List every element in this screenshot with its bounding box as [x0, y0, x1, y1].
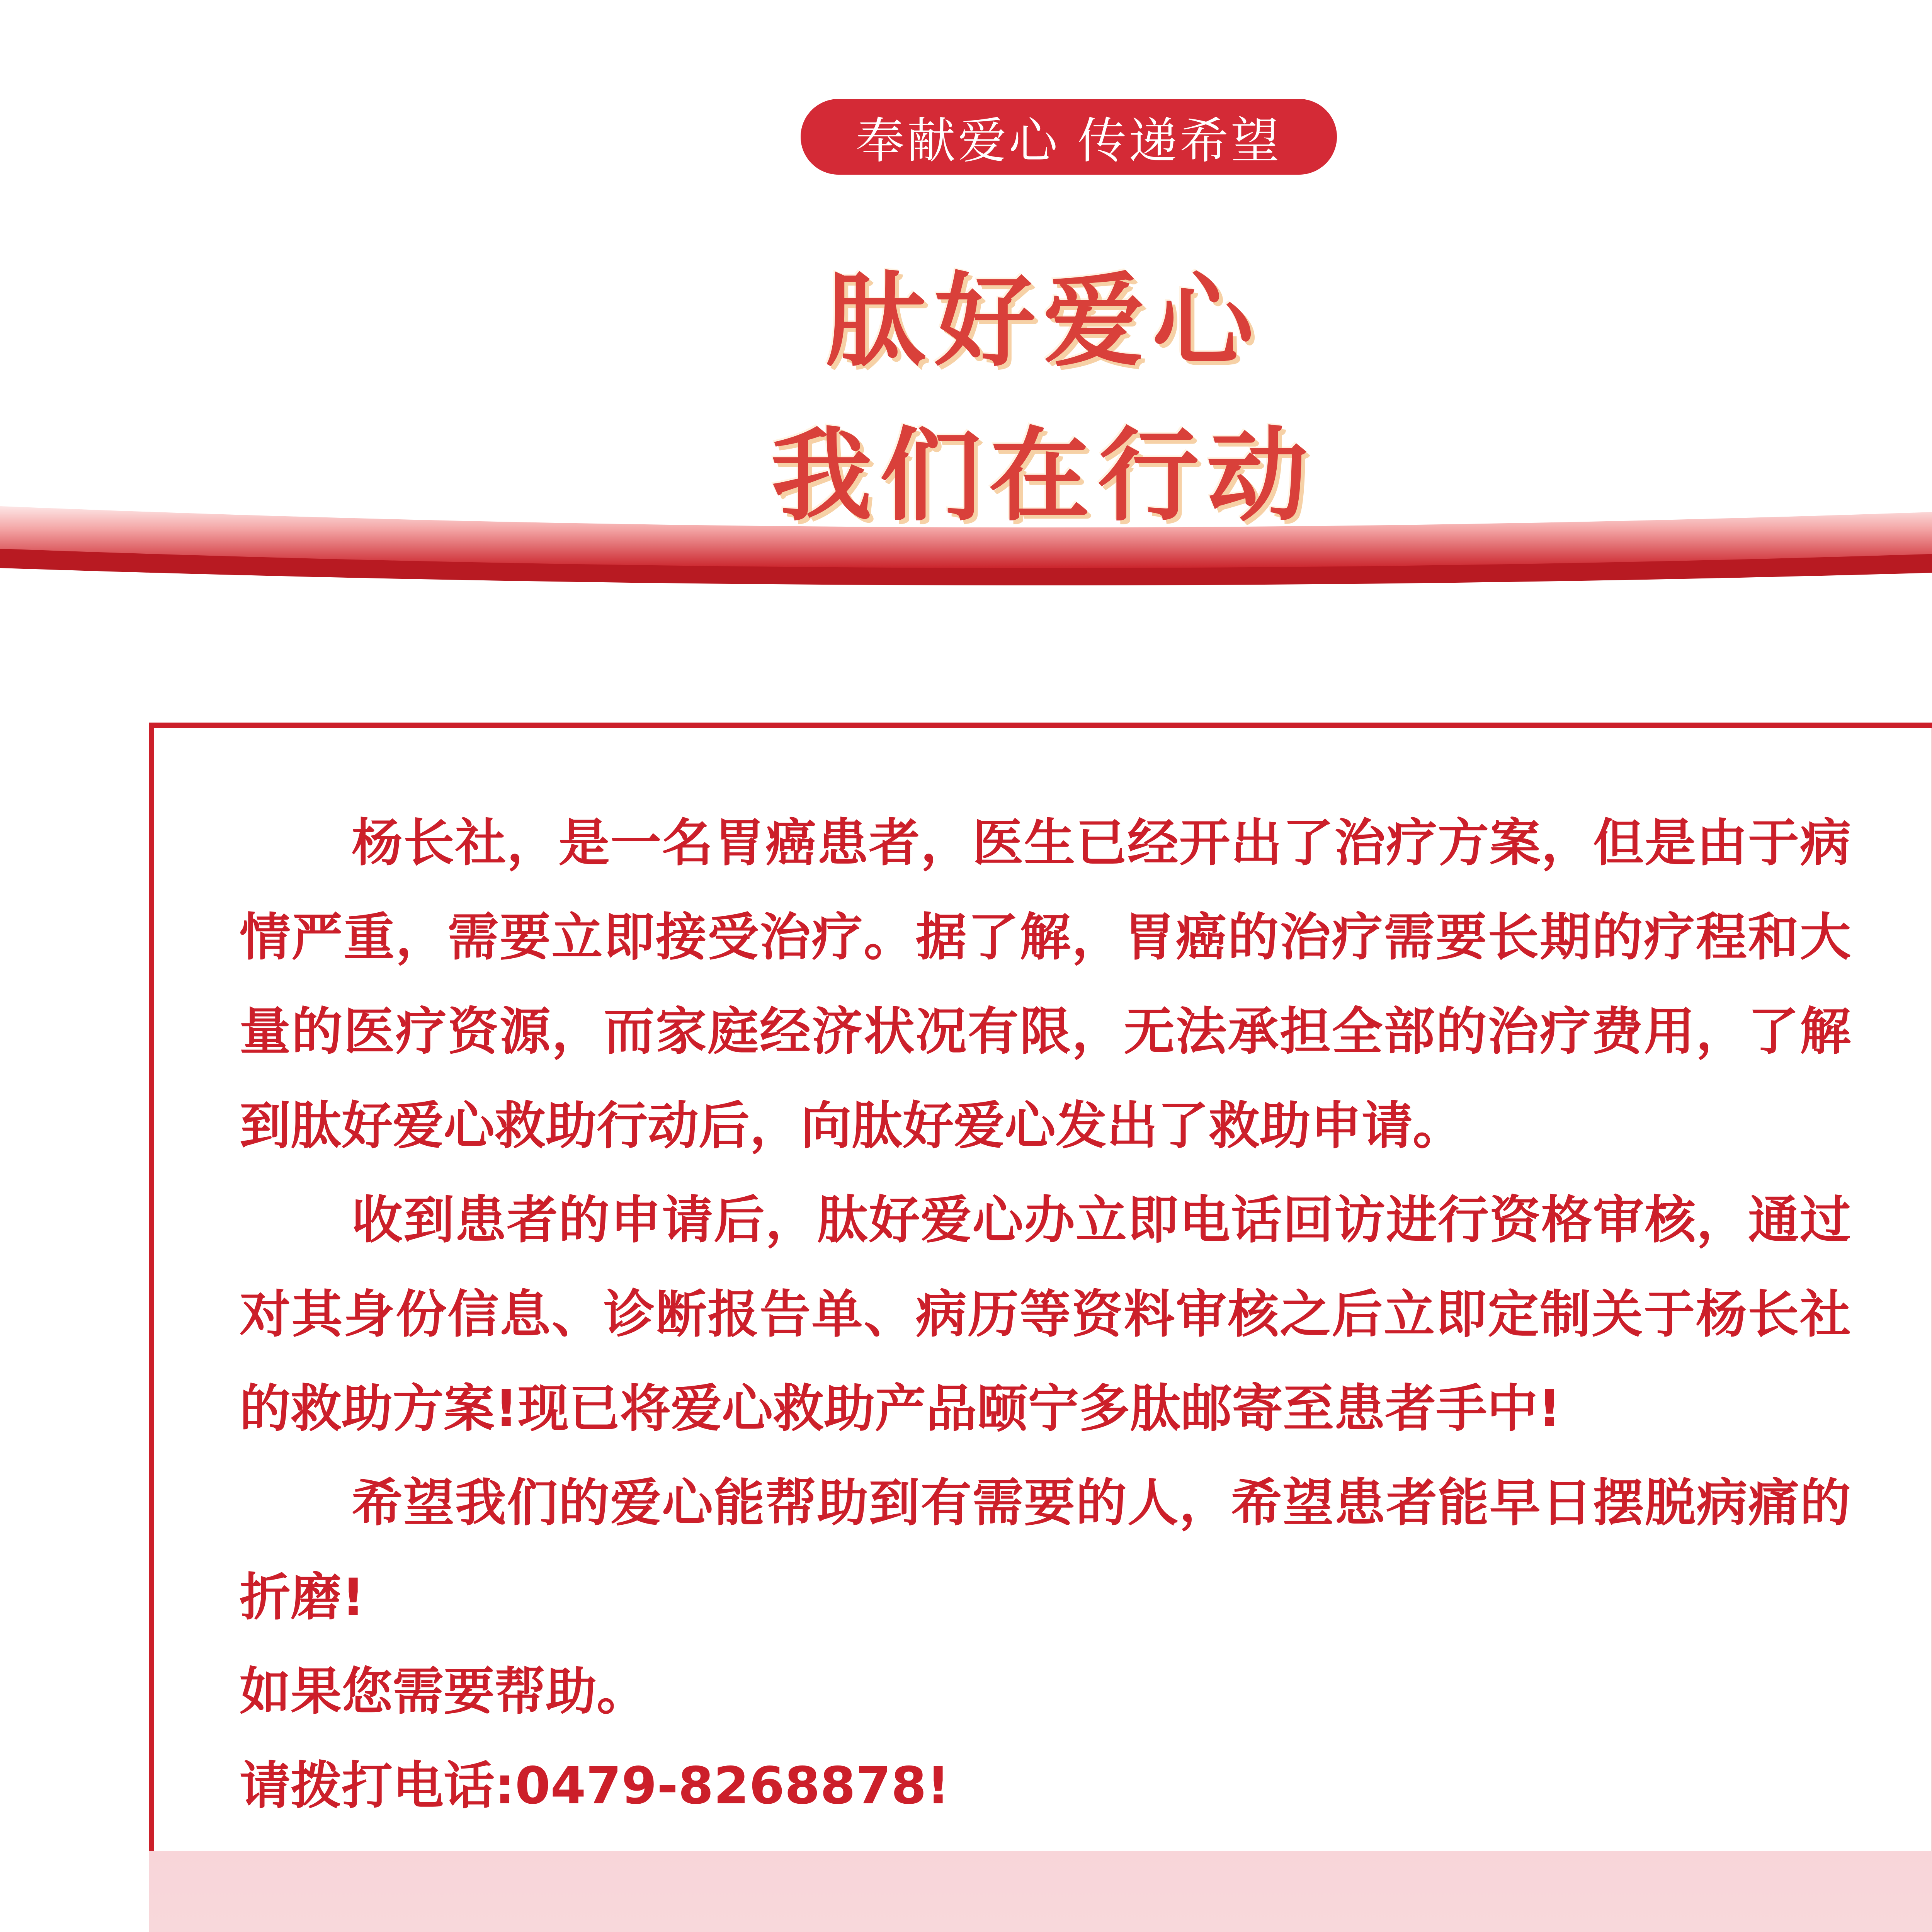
story-text — [240, 796, 1851, 1833]
banner-illustration — [149, 1851, 1932, 1932]
headline-line-1: 肽好爱心 — [825, 262, 1261, 380]
headline-line-2: 我们在行动 — [771, 417, 1316, 535]
slogan-badge: 奉献爱心 传递希望 — [801, 99, 1337, 175]
phone-line: 请拨打电话:0479-8268878! — [240, 1756, 950, 1816]
story-paragraph-2: 收到患者的申请后，肽好爱心办立即电话回访进行资格审核，通过对其身份信息、诊断报告单、病历等资料审核之后立即定制关于杨长社的救助方案!现已将爱心救助产品颐宁多肽邮寄至患者手中! — [240, 1190, 1851, 1439]
story-paragraph-1: 杨长社，是一名胃癌患者，医生已经开出了治疗方案，但是由于病情严重，需要立即接受治疗。据了解，胃癌的治疗需要长期的疗程和大量的医疗资源，而家庭经济状况有限，无法承担全部的治疗费用，了解到肽好爱心救助行动后，向肽好爱心发出了救助申请。 — [240, 813, 1851, 1156]
charity-banner — [149, 1851, 1932, 1932]
help-line: 如果您需要帮助。 — [240, 1662, 648, 1721]
story-paragraph-3: 希望我们的爱心能帮助到有需要的人，希望患者能早日摆脱病痛的折磨! — [240, 1473, 1851, 1627]
header-swoosh-divider — [0, 491, 1932, 614]
